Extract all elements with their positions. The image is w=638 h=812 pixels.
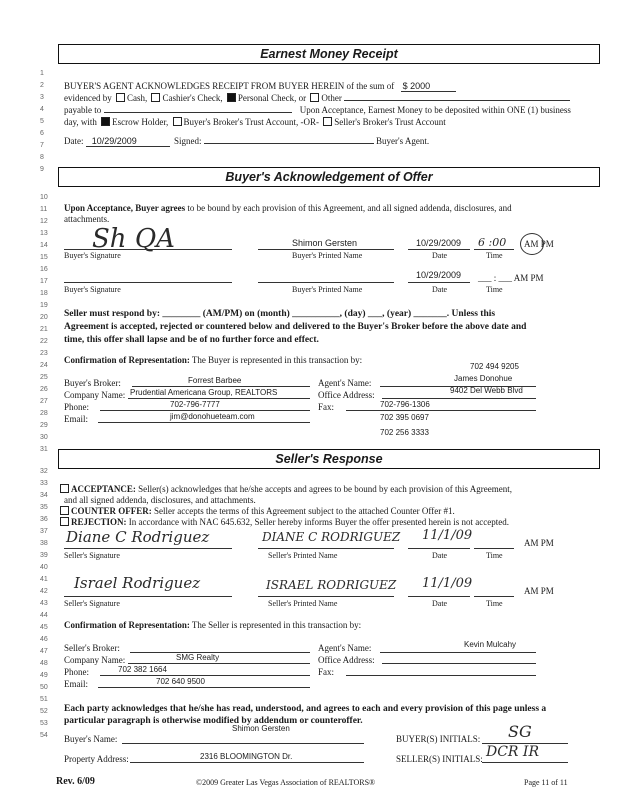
buyer-phone-label: Phone: — [64, 402, 90, 412]
other-field[interactable] — [344, 100, 570, 101]
buyer-ampm-1[interactable]: AM PM — [524, 239, 554, 249]
buyer-sig-label-2: Buyer's Signature — [64, 285, 121, 294]
seller-trust-checkbox[interactable] — [323, 117, 332, 126]
buyer-name-value[interactable]: Shimon Gersten — [232, 724, 290, 733]
buyer-date-2[interactable]: 10/29/2009 — [416, 270, 462, 280]
buyer-extra-phone-1: 702 395 0697 — [380, 413, 429, 422]
buyer-printed-label-1: Buyer's Printed Name — [292, 251, 363, 260]
buyer-date-line-2 — [408, 282, 470, 283]
seller-agent-line — [380, 652, 536, 653]
buyer-fax-value[interactable]: 702-796-1306 — [380, 400, 430, 409]
buyer-printed-name[interactable]: Shimon Gersten — [292, 238, 358, 248]
buyer-initials[interactable]: SG — [508, 722, 532, 741]
buyer-date-line-1 — [408, 249, 470, 250]
seller-company-line — [128, 663, 310, 664]
personal-check-checkbox[interactable] — [227, 93, 236, 102]
buyer-trust-checkbox[interactable] — [173, 117, 182, 126]
seller-email-value[interactable]: 702 640 9500 — [156, 677, 205, 686]
seller-printed-name-1[interactable]: DIANE C RODRIGUEZ — [262, 530, 401, 544]
footer-copyright: ©2009 Greater Las Vegas Association of REALTORS® — [196, 778, 376, 787]
buyer-email-line — [98, 422, 310, 423]
buyer-company-label: Company Name: — [64, 390, 126, 400]
seller-ampm-1[interactable]: AM PM — [524, 538, 554, 548]
buyer-ack-intro: Upon Acceptance, Buyer agrees to be bound by each provision of this Agreement, and all signed addenda, disclosures, and — [64, 203, 512, 213]
seller-date-line-1 — [408, 548, 470, 549]
line-number: 18 — [40, 290, 48, 297]
cashiers-check-checkbox[interactable] — [151, 93, 160, 102]
buyer-name-label: Buyer's Name: — [64, 734, 118, 744]
buyer-broker-line — [132, 386, 310, 387]
seller-initials[interactable]: DCR IR — [486, 744, 539, 760]
buyer-date-label-1: Date — [432, 251, 448, 260]
receipt-line-5: Date: 10/29/2009 Signed: Buyer's Agent. — [64, 136, 430, 146]
line-number: 30 — [40, 434, 48, 441]
line-number: 32 — [40, 468, 48, 475]
buyer-office-value[interactable]: 9402 Del Webb Blvd — [450, 386, 523, 395]
line-number: 46 — [40, 636, 48, 643]
buyer-name-line-1 — [258, 249, 394, 250]
line-number: 7 — [40, 142, 44, 149]
line-number: 38 — [40, 540, 48, 547]
counter-offer-line: COUNTER OFFER: Seller accepts the terms of this Agreement subject to the attached Counter Offer #1. — [58, 506, 455, 516]
line-number: 25 — [40, 374, 48, 381]
closing-ack-2: particular paragraph is otherwise modified by addendum or counteroffer. — [64, 716, 363, 726]
seller-agent-value[interactable]: Kevin Mulcahy — [464, 640, 517, 649]
receipt-date-field[interactable]: 10/29/2009 — [86, 136, 170, 147]
counter-offer-checkbox[interactable] — [60, 506, 69, 515]
payable-to-field[interactable] — [104, 112, 292, 113]
seller-printed-label-1: Seller's Printed Name — [268, 551, 338, 560]
line-number: 9 — [40, 166, 44, 173]
buyer-time-1[interactable]: 6 :00 — [478, 236, 507, 249]
footer-page: Page 11 of 11 — [524, 778, 568, 787]
seller-date-2[interactable]: 11/1/09 — [422, 576, 473, 591]
line-number: 13 — [40, 230, 48, 237]
seller-response-title: Seller's Response — [58, 449, 600, 469]
line-number: 6 — [40, 130, 44, 137]
line-number: 36 — [40, 516, 48, 523]
line-number: 26 — [40, 386, 48, 393]
seller-fax-label: Fax: — [318, 667, 335, 677]
seller-sig-label-1: Seller's Signature — [64, 551, 120, 560]
line-number: 23 — [40, 350, 48, 357]
seller-name-line-2 — [258, 596, 394, 597]
buyer-fax-label: Fax: — [318, 402, 335, 412]
line-number: 5 — [40, 118, 44, 125]
line-number: 48 — [40, 660, 48, 667]
closing-ack-1: Each party acknowledges that he/she has read, understood, and agrees to each and every provision of this page unless a — [64, 704, 547, 714]
seller-printed-label-2: Seller's Printed Name — [268, 599, 338, 608]
property-line — [130, 762, 364, 763]
escrow-holder-checkbox[interactable] — [101, 117, 110, 126]
receipt-line-3: payable to Upon Acceptance, Earnest Money to be deposited within ONE (1) business — [64, 105, 571, 115]
seller-time-line-2 — [474, 596, 514, 597]
line-number: 20 — [40, 314, 48, 321]
line-number: 34 — [40, 492, 48, 499]
seller-office-line — [382, 663, 536, 664]
rejection-checkbox[interactable] — [60, 517, 69, 526]
seller-signature-1[interactable]: Diane C Rodriguez — [66, 528, 210, 546]
buyer-broker-value[interactable]: Forrest Barbee — [188, 376, 242, 385]
seller-initials-label: SELLER(S) INITIALS: — [396, 754, 483, 764]
seller-date-line-2 — [408, 596, 470, 597]
line-number: 12 — [40, 218, 48, 225]
cash-checkbox[interactable] — [116, 93, 125, 102]
buyer-confirm-line: Confirmation of Representation: The Buyer is represented in this transaction by: — [64, 355, 363, 365]
line-number: 44 — [40, 612, 48, 619]
seller-phone-label: Phone: — [64, 667, 90, 677]
line-number: 29 — [40, 422, 48, 429]
line-number: 45 — [40, 624, 48, 631]
line-number: 2 — [40, 82, 44, 89]
seller-printed-name-2[interactable]: ISRAEL RODRIGUEZ — [266, 578, 397, 592]
seller-fax-line — [346, 675, 536, 676]
footer-rev: Rev. 6/09 — [56, 776, 95, 787]
line-number: 33 — [40, 480, 48, 487]
buyer-company-value[interactable]: Prudential Americana Group, REALTORS — [130, 388, 278, 397]
buyer-date-1[interactable]: 10/29/2009 — [416, 238, 462, 248]
line-number: 41 — [40, 576, 48, 583]
buyer-phone-value[interactable]: 702-796-7777 — [170, 400, 220, 409]
other-checkbox[interactable] — [310, 93, 319, 102]
am-circled-icon — [520, 233, 544, 255]
property-label: Property Address: — [64, 754, 129, 764]
seller-date-label-2: Date — [432, 599, 448, 608]
line-number: 3 — [40, 94, 44, 101]
acceptance-checkbox[interactable] — [60, 484, 69, 493]
buyer-sig-label-1: Buyer's Signature — [64, 251, 121, 260]
seller-broker-label: Seller's Broker: — [64, 643, 120, 653]
acceptance-line: ACCEPTANCE: Seller(s) acknowledges that he/she accepts and agrees to be bound by each provision of this Agreement, — [58, 484, 512, 494]
line-number: 31 — [40, 446, 48, 453]
seller-signature-2[interactable]: Israel Rodriguez — [74, 574, 201, 592]
buyer-ack-intro-2: attachments. — [64, 214, 110, 224]
line-number: 52 — [40, 708, 48, 715]
line-number: 53 — [40, 720, 48, 727]
buyer-email-value[interactable]: jim@donohueteam.com — [170, 412, 255, 421]
earnest-amount-field[interactable]: $ 2000 — [401, 81, 457, 92]
buyer-company-line — [128, 398, 310, 399]
line-number: 27 — [40, 398, 48, 405]
line-number: 21 — [40, 326, 48, 333]
buyer-time-line-1 — [474, 249, 514, 250]
line-number: 51 — [40, 696, 48, 703]
line-number: 1 — [40, 70, 44, 77]
earnest-money-title: Earnest Money Receipt — [58, 44, 600, 64]
line-number: 50 — [40, 684, 48, 691]
buyer-broker-label: Buyer's Broker: — [64, 378, 121, 388]
buyer-date-label-2: Date — [432, 285, 448, 294]
buyer-email-label: Email: — [64, 414, 88, 424]
line-number: 16 — [40, 266, 48, 273]
line-number: 14 — [40, 242, 48, 249]
seller-sig-line-1 — [64, 548, 232, 549]
line-number: 11 — [40, 206, 48, 213]
line-number: 4 — [40, 106, 44, 113]
property-value[interactable]: 2316 BLOOMINGTON Dr. — [200, 752, 293, 761]
line-number: 24 — [40, 362, 48, 369]
line-number: 15 — [40, 254, 48, 261]
agent-signature-field[interactable] — [204, 143, 374, 144]
respond-line-1: Seller must respond by: ________ (AM/PM) on (month) __________, (day) ___, (year) _______. Unless this — [64, 309, 496, 319]
receipt-line-2: evidenced by Cash, Cashier's Check, Personal Check, or Other — [64, 93, 570, 103]
line-number: 22 — [40, 338, 48, 345]
seller-phone-line — [100, 675, 310, 676]
buyer-office-line — [382, 398, 536, 399]
buyer-time-label-1: Time — [486, 251, 503, 260]
line-number: 10 — [40, 194, 48, 201]
seller-date-label-1: Date — [432, 551, 448, 560]
buyer-agent-phone: 702 494 9205 — [470, 362, 519, 371]
respond-line-2: Agreement is accepted, rejected or countered below and delivered to the Buyer's Broker before the above date and — [64, 322, 527, 332]
seller-phone-value[interactable]: 702 382 1664 — [118, 665, 167, 674]
line-number: 37 — [40, 528, 48, 535]
buyer-printed-label-2: Buyer's Printed Name — [292, 285, 363, 294]
buyer-initials-label: BUYER(S) INITIALS: — [396, 734, 481, 744]
line-number: 40 — [40, 564, 48, 571]
seller-company-label: Company Name: — [64, 655, 126, 665]
buyer-fax-line — [346, 410, 536, 411]
acceptance-line-2: and all signed addenda, disclosures, and attachments. — [64, 495, 256, 505]
buyer-name-line — [122, 743, 364, 744]
line-number: 47 — [40, 648, 48, 655]
seller-email-line — [98, 687, 310, 688]
seller-confirm-line: Confirmation of Representation: The Seller is represented in this transaction by: — [64, 620, 362, 630]
line-number: 39 — [40, 552, 48, 559]
seller-broker-line — [130, 652, 310, 653]
seller-sig-label-2: Seller's Signature — [64, 599, 120, 608]
line-number: 54 — [40, 732, 48, 739]
respond-line-3: time, this offer shall lapse and be of no further force and effect. — [64, 335, 319, 345]
buyer-agent-label: Agent's Name: — [318, 378, 372, 388]
seller-agent-label: Agent's Name: — [318, 643, 372, 653]
receipt-line-4: day, with Escrow Holder, Buyer's Broker's Trust Account, -OR- Seller's Broker's Trust Account — [64, 117, 446, 127]
line-number: 35 — [40, 504, 48, 511]
buyer-sig-line-1 — [64, 249, 232, 250]
seller-time-label-2: Time — [486, 599, 503, 608]
line-number: 28 — [40, 410, 48, 417]
buyer-signature[interactable]: Sh QA — [92, 224, 175, 254]
line-number: 42 — [40, 588, 48, 595]
seller-initials-line — [482, 762, 568, 763]
receipt-line-1: BUYER'S AGENT ACKNOWLEDGES RECEIPT FROM BUYER HEREIN of the sum of $ 2000 — [64, 81, 456, 91]
line-number: 19 — [40, 302, 48, 309]
buyer-ack-title: Buyer's Acknowledgement of Offer — [58, 167, 600, 187]
seller-time-label-1: Time — [486, 551, 503, 560]
buyer-time-2[interactable]: ___ : ___ AM PM — [478, 273, 544, 283]
rejection-line: REJECTION: In accordance with NAC 645.632, Seller hereby informs Buyer the offer presented herein is not accepted. — [58, 517, 509, 527]
seller-time-line-1 — [474, 548, 514, 549]
line-number: 17 — [40, 278, 48, 285]
buyer-extra-phone-2: 702 256 3333 — [380, 428, 429, 437]
line-number: 8 — [40, 154, 44, 161]
line-number: 43 — [40, 600, 48, 607]
seller-name-line-1 — [258, 548, 394, 549]
seller-sig-line-2 — [64, 596, 232, 597]
buyer-office-label: Office Address: — [318, 390, 375, 400]
buyer-agent-value[interactable]: James Donohue — [454, 374, 513, 383]
seller-office-label: Office Address: — [318, 655, 375, 665]
buyer-phone-line — [100, 410, 310, 411]
seller-email-label: Email: — [64, 679, 88, 689]
buyer-sig-line-2 — [64, 282, 232, 283]
seller-date-1[interactable]: 11/1/09 — [422, 528, 473, 543]
line-number: 49 — [40, 672, 48, 679]
seller-ampm-2[interactable]: AM PM — [524, 586, 554, 596]
seller-company-value[interactable]: SMG Realty — [176, 653, 220, 662]
buyer-name-line-2 — [258, 282, 394, 283]
buyer-time-label-2: Time — [486, 285, 503, 294]
